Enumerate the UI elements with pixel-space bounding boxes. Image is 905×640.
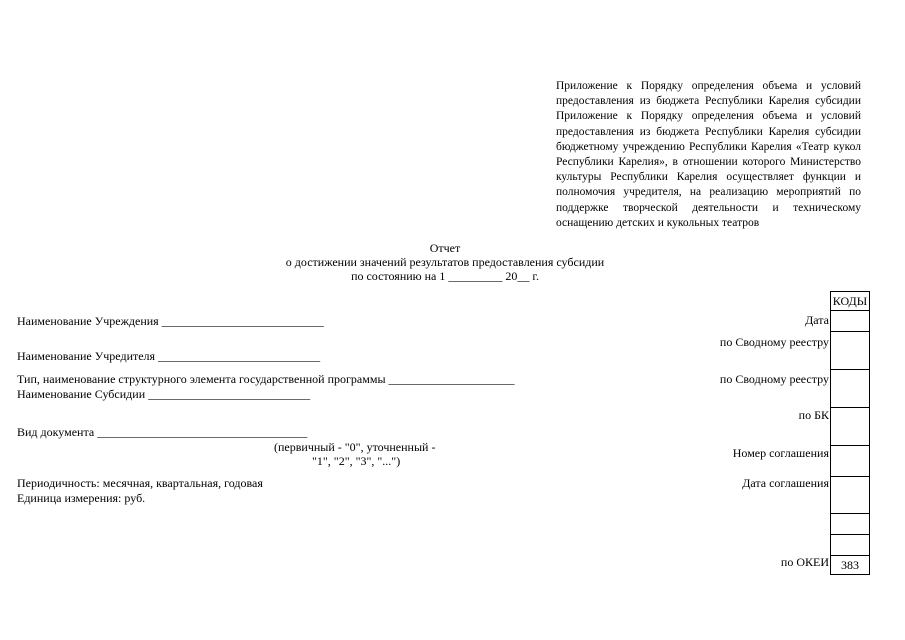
doc-type-hint-line-1: (первичный - "0", уточненный - (274, 440, 436, 454)
code-cell-agreement-date[interactable] (831, 477, 870, 514)
appendix-text: Приложение к Порядку определения объема и условий предоставления из бюджета Республики Карелия субсидии Приложение к Порядку определения объема и условий предоставления из бюджета Республики Карелия субсидии бюджетному учреждению Республики Карелия «Театр кукол Республики Карелия», в отношении которого Министерство культуры Республики Карелия осуществляет функции и полномочия учредителя, на реализацию мероприятий по поддержке творческой деятельности и техническому оснащению детских и кукольных театров (556, 80, 861, 229)
periodicity-text: Периодичность: месячная, квартальная, годовая (17, 476, 263, 490)
founder-field: Наименование Учредителя ___________________________ (17, 349, 321, 363)
code-label-date: Дата (805, 313, 829, 327)
code-label-agreement-number: Номер соглашения (732, 446, 829, 460)
code-label-bk: по БК (798, 408, 829, 422)
unit-text: Единица измерения: руб. (17, 491, 146, 505)
program-element-field: Тип, наименование структурного элемента государственной программы _____________________ (17, 372, 515, 386)
code-cell-registry-1[interactable] (831, 332, 870, 370)
title-line-1: Отчет (429, 241, 461, 255)
title-line-3: по состоянию на 1 _________ 20__ г. (351, 269, 539, 283)
code-cell-empty-1[interactable] (831, 514, 870, 535)
institution-field: Наименование Учреждения ___________________________ (17, 314, 324, 328)
doc-type-hint-line-2: "1", "2", "3", "...") (312, 454, 401, 468)
codes-table (830, 291, 870, 575)
report-title (240, 241, 650, 283)
code-cell-registry-2[interactable] (831, 370, 870, 408)
code-label-agreement-date: Дата соглашения (742, 476, 829, 490)
code-label-okei: по ОКЕИ (780, 555, 829, 569)
subsidy-field: Наименование Субсидии ___________________________ (17, 387, 311, 401)
code-label-registry-2: по Сводному реестру (719, 372, 829, 386)
code-cell-empty-2[interactable] (831, 535, 870, 556)
doc-type-field: Вид документа ___________________________________ (17, 425, 308, 439)
code-cell-agreement-number[interactable] (831, 446, 870, 477)
code-label-registry-1: по Сводному реестру (719, 335, 829, 349)
title-line-2: о достижении значений результатов предоставления субсидии (285, 255, 605, 269)
code-cell-bk[interactable] (831, 408, 870, 446)
codes-header: КОДЫ (831, 292, 870, 311)
code-cell-okei[interactable]: 383 (831, 556, 870, 575)
code-cell-date[interactable] (831, 311, 870, 332)
